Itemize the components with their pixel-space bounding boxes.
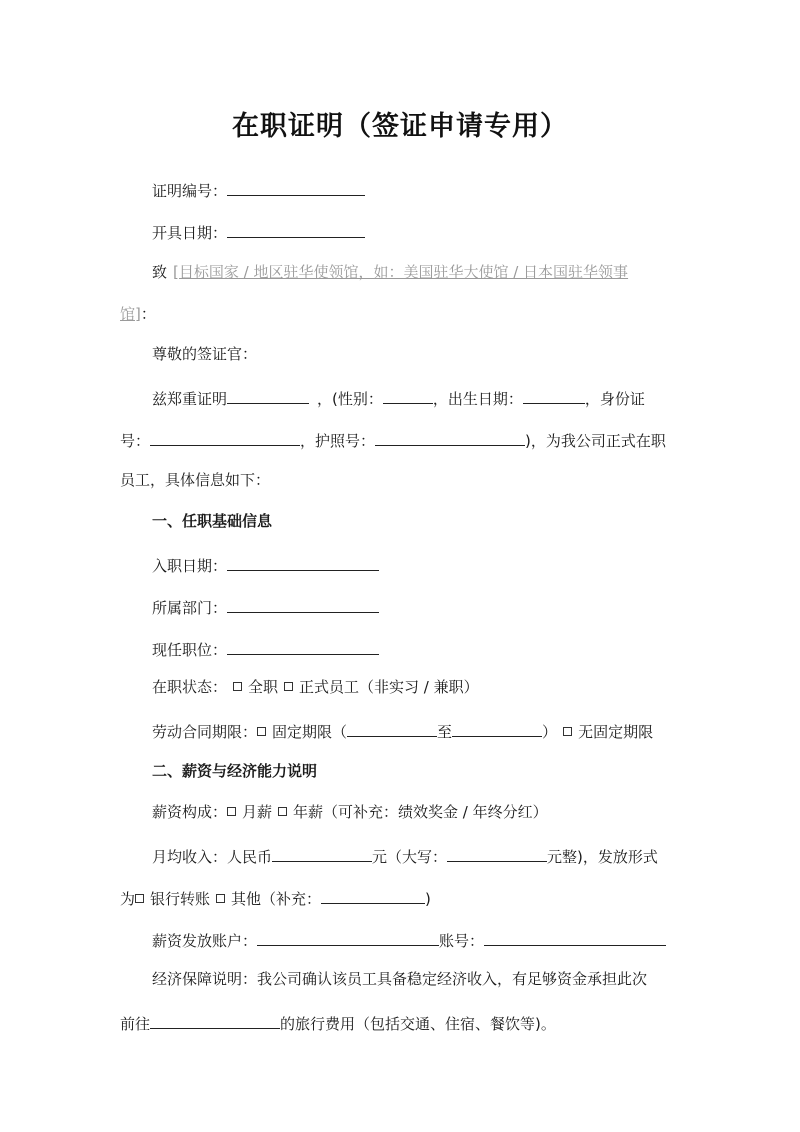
destination-field[interactable] bbox=[150, 1010, 280, 1029]
income-label: 月均收入：人民币 bbox=[152, 848, 273, 866]
income-text-b: 元（大写： bbox=[372, 848, 448, 866]
fixed-term-checkbox[interactable] bbox=[257, 727, 266, 736]
issue-date-field[interactable] bbox=[227, 219, 365, 238]
bank-transfer-label: 银行转账 bbox=[150, 890, 211, 908]
open-term-label: 无固定期限 bbox=[578, 723, 654, 741]
guarantee-line-2 bbox=[120, 1010, 556, 1035]
account-field[interactable] bbox=[257, 927, 439, 946]
account-number-field[interactable] bbox=[484, 927, 666, 946]
payment-prefix: 为 bbox=[120, 890, 136, 908]
intro-text-c: ，出生日期： bbox=[432, 390, 523, 408]
contract-start-field[interactable] bbox=[347, 718, 437, 737]
department-row bbox=[152, 594, 379, 619]
recipient-colon: ： bbox=[140, 305, 156, 323]
cert-number-label: 证明编号： bbox=[152, 182, 228, 200]
income-text-c: 元整)，发放形式 bbox=[547, 848, 658, 866]
income-capital-field[interactable] bbox=[447, 843, 547, 862]
employee-name-field[interactable] bbox=[227, 385, 309, 404]
contract-row bbox=[152, 718, 653, 743]
open-term-checkbox[interactable] bbox=[563, 727, 572, 736]
intro-text-a: 兹郑重证明 bbox=[152, 390, 228, 408]
account-number-label: 账号： bbox=[439, 932, 485, 950]
section2-heading: 二、薪资与经济能力说明 bbox=[152, 762, 318, 780]
cert-number-field[interactable] bbox=[227, 177, 365, 196]
contract-end-field[interactable] bbox=[452, 718, 542, 737]
recipient-row bbox=[152, 261, 628, 283]
payment-row bbox=[120, 885, 431, 910]
cert-number-row bbox=[152, 177, 365, 202]
bank-transfer-checkbox[interactable] bbox=[135, 894, 144, 903]
full-time-label: 全职 bbox=[248, 678, 279, 696]
issue-date-label: 开具日期： bbox=[152, 224, 228, 242]
other-payment-field[interactable] bbox=[321, 885, 425, 904]
income-row bbox=[152, 843, 658, 868]
salary-label: 薪资构成： bbox=[152, 803, 228, 821]
intro-line-2 bbox=[120, 427, 666, 452]
annual-checkbox[interactable] bbox=[278, 807, 287, 816]
intro-text-d: ，身份证 bbox=[584, 390, 645, 408]
monthly-checkbox[interactable] bbox=[227, 807, 236, 816]
account-row bbox=[152, 927, 666, 952]
page-title: 在职证明（签证申请专用） bbox=[232, 111, 568, 142]
contract-close: ） bbox=[542, 723, 558, 741]
fixed-term-label: 固定期限（ bbox=[272, 723, 348, 741]
intro-line-1 bbox=[152, 385, 645, 410]
recipient-prefix: 致 bbox=[152, 263, 168, 281]
contract-label: 劳动合同期限： bbox=[152, 723, 258, 741]
regular-employee-checkbox[interactable] bbox=[284, 682, 293, 691]
position-field[interactable] bbox=[227, 636, 379, 655]
passport-field[interactable] bbox=[375, 427, 525, 446]
intro-line-3: 员工，具体信息如下： bbox=[120, 471, 271, 489]
income-amount-field[interactable] bbox=[272, 843, 372, 862]
guarantee-line-1: 经济保障说明：我公司确认该员工具备稳定经济收入，有足够资金承担此次 bbox=[152, 970, 648, 988]
position-row bbox=[152, 636, 379, 661]
payment-close: ) bbox=[425, 890, 431, 908]
guarantee-suffix: 的旅行费用（包括交通、住宿、餐饮等)。 bbox=[280, 1015, 556, 1033]
recipient-placeholder-1[interactable]: [目标国家 / 地区驻华使领馆，如：美国驻华大使馆 / 日本国驻华领事 bbox=[173, 263, 629, 281]
recipient-row-2 bbox=[120, 303, 156, 325]
entry-date-field[interactable] bbox=[227, 552, 379, 571]
salutation: 尊敬的签证官： bbox=[152, 345, 258, 363]
guarantee-prefix: 前往 bbox=[120, 1015, 151, 1033]
regular-employee-label: 正式员工（非实习 / 兼职） bbox=[299, 678, 479, 696]
account-label: 薪资发放账户： bbox=[152, 932, 258, 950]
full-time-checkbox[interactable] bbox=[233, 682, 242, 691]
recipient-placeholder-2[interactable]: 馆] bbox=[120, 305, 141, 323]
gender-field[interactable] bbox=[383, 385, 433, 404]
section1-heading: 一、任职基础信息 bbox=[152, 512, 273, 530]
department-field[interactable] bbox=[227, 594, 379, 613]
intro-text-e: )，为我公司正式在职 bbox=[525, 432, 666, 450]
department-label: 所属部门： bbox=[152, 599, 228, 617]
entry-date-label: 入职日期： bbox=[152, 557, 228, 575]
status-label: 在职状态： bbox=[152, 678, 228, 696]
annual-label: 年薪（可补充：绩效奖金 / 年终分红） bbox=[293, 803, 548, 821]
other-payment-label: 其他（补充： bbox=[231, 890, 322, 908]
issue-date-row bbox=[152, 219, 365, 244]
status-row bbox=[152, 676, 479, 698]
id-number-field[interactable] bbox=[150, 427, 300, 446]
entry-date-row bbox=[152, 552, 379, 577]
salary-row bbox=[152, 801, 548, 823]
passport-label: ，护照号： bbox=[300, 432, 376, 450]
contract-to-label: 至 bbox=[437, 723, 453, 741]
other-payment-checkbox[interactable] bbox=[216, 894, 225, 903]
birth-date-field[interactable] bbox=[523, 385, 585, 404]
monthly-label: 月薪 bbox=[242, 803, 273, 821]
position-label: 现任职位： bbox=[152, 641, 228, 659]
intro-text-b: ，(性别： bbox=[317, 390, 383, 408]
id-label: 号： bbox=[120, 432, 151, 450]
